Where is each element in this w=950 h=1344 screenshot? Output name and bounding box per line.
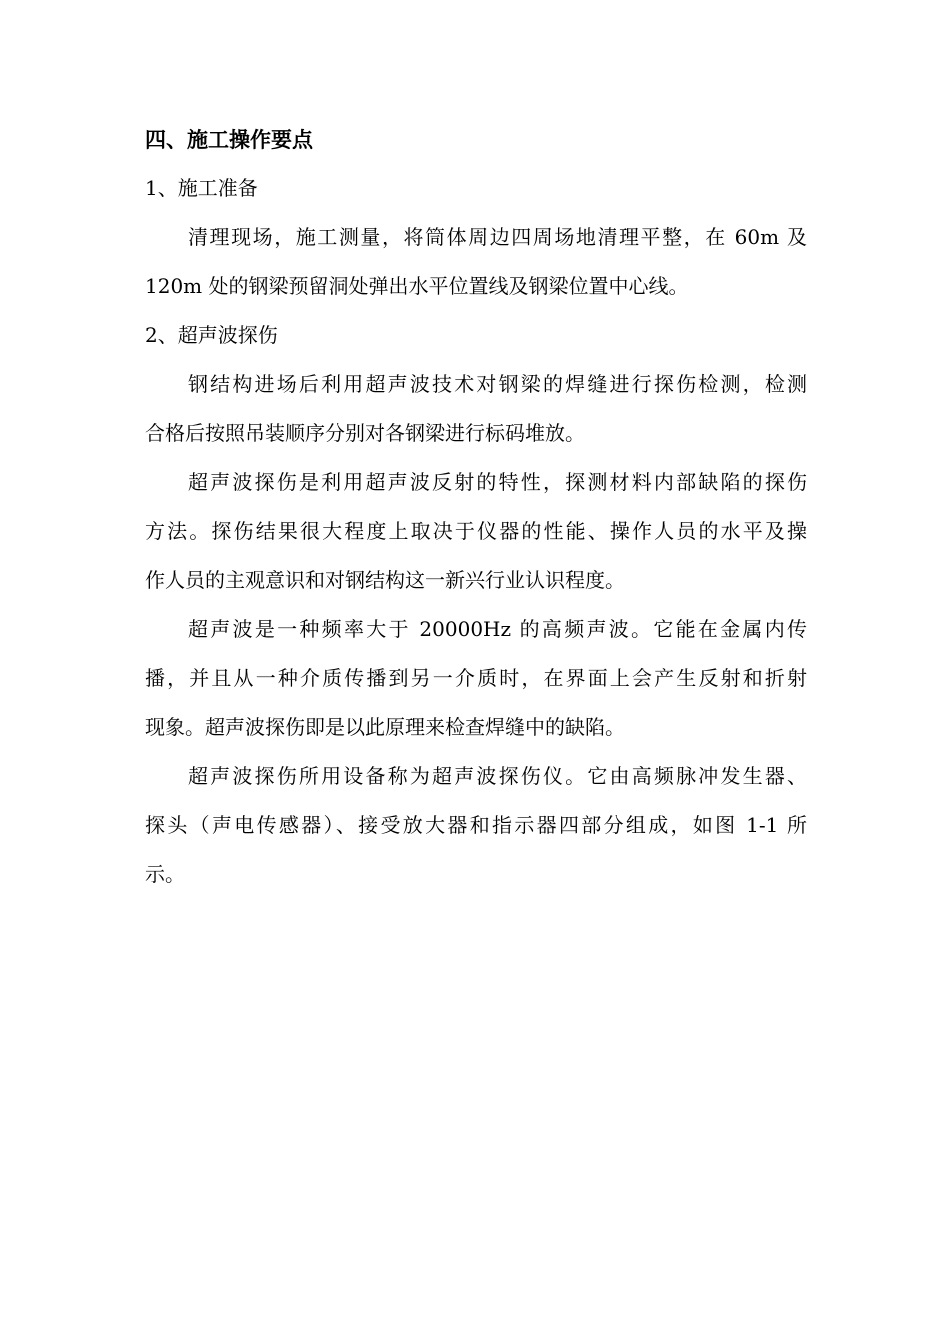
paragraph-testing-method — [145, 458, 807, 605]
text-line: 超声波探伤是利用超声波反射的特性，探测材料内部缺陷的探伤 — [188, 470, 807, 494]
text-line: 超声波探伤所用设备称为超声波探伤仪。它由高频脉冲发生器、 — [188, 764, 807, 788]
subsection-heading-construction-prep: 1、施工准备 — [145, 176, 258, 200]
paragraph-testing-equipment — [145, 752, 807, 899]
text-line: 120m 处的钢梁预留洞处弹出水平位置线及钢梁位置中心线。 — [145, 274, 689, 298]
subsection-heading-ultrasonic-testing: 2、超声波探伤 — [145, 323, 278, 347]
paragraph-steel-inspection — [145, 360, 807, 458]
text-line: 清理现场，施工测量，将筒体周边四周场地清理平整，在 60m 及 — [188, 225, 807, 249]
text-line: 作人员的主观意识和对钢结构这一新兴行业认识程度。 — [145, 568, 625, 592]
text-line: 示。 — [145, 862, 185, 886]
text-line: 方法。探伤结果很大程度上取决于仪器的性能、操作人员的水平及操 — [145, 519, 807, 543]
text-line: 超声波是一种频率大于 20000Hz 的高频声波。它能在金属内传 — [188, 617, 807, 641]
text-line: 播，并且从一种介质传播到另一介质时，在界面上会产生反射和折射 — [145, 666, 807, 690]
text-line: 探头（声电传感器）、接受放大器和指示器四部分组成，如图 1-1 所 — [145, 813, 807, 837]
text-line: 合格后按照吊装顺序分别对各钢梁进行标码堆放。 — [145, 421, 585, 445]
paragraph-ultrasonic-principle — [145, 605, 807, 752]
document-body — [145, 116, 807, 899]
text-line: 现象。超声波探伤即是以此原理来检查焊缝中的缺陷。 — [145, 715, 625, 739]
section-title: 四、施工操作要点 — [145, 127, 313, 152]
text-line: 钢结构进场后利用超声波技术对钢梁的焊缝进行探伤检测，检测 — [188, 372, 807, 396]
paragraph-site-clearing — [145, 213, 807, 311]
